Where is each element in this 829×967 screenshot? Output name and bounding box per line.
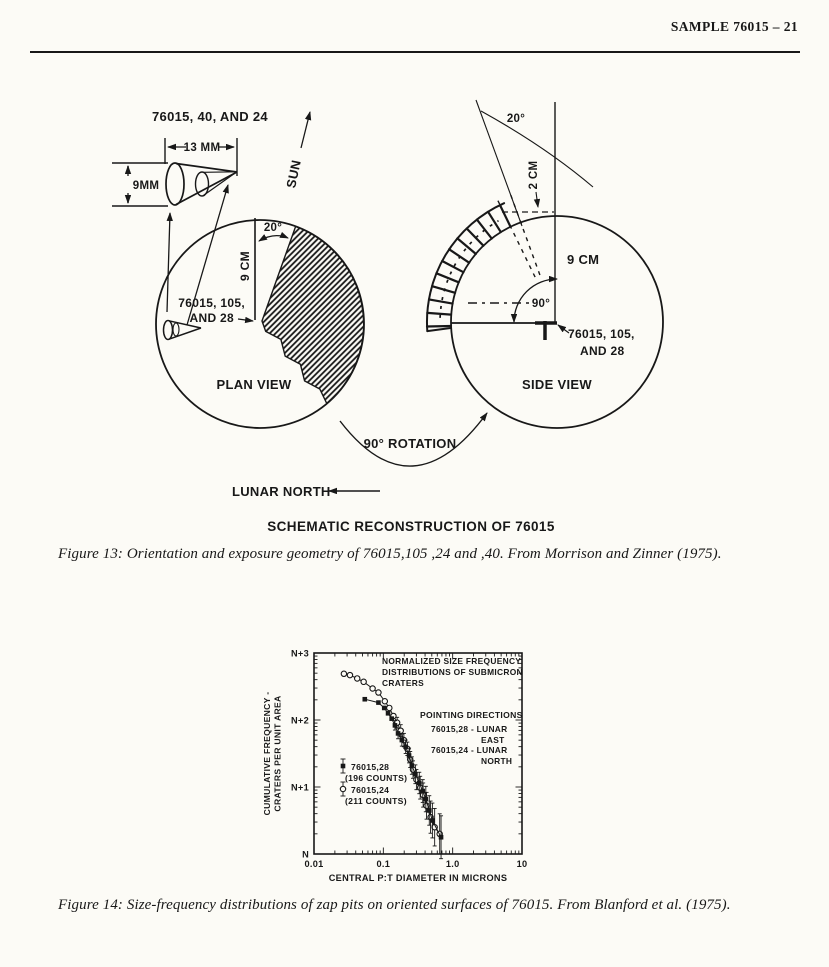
cone-samples-label: 76015, 40, AND 24: [152, 109, 268, 124]
legend-series-name: 76015,24: [351, 785, 390, 795]
chart-title-line: CRATERS: [382, 678, 424, 688]
fan-flap-line: [427, 328, 450, 331]
legend-series-counts: (196 COUNTS): [345, 773, 408, 783]
chart-title-line: NORMALIZED SIZE FREQUENCY: [382, 656, 522, 666]
annotation-title: POINTING DIRECTIONS: [420, 710, 523, 720]
side-tilt-label: 20°: [506, 113, 526, 125]
figure14-chart: [250, 628, 572, 896]
chart-legend: [340, 759, 407, 806]
figure13-caption: Figure 13: Orientation and exposure geometry of 76015,105 ,24 and ,40. From Morrison and Zinner (1975).: [58, 546, 722, 562]
sun-indicator: [283, 112, 310, 189]
plan-view-label: PLAN VIEW: [216, 377, 292, 392]
figure13-schematic: [0, 90, 829, 518]
sun-arrow: [301, 112, 310, 148]
x-tick-label: 0.1: [376, 859, 391, 869]
x-axis-title: CENTRAL P:T DIAMETER IN MICRONS: [328, 873, 508, 883]
y-axis-title: CRATERS PER UNIT AREA: [272, 695, 283, 812]
enlarged-cone-drawing: [112, 109, 268, 325]
page-header: SAMPLE 76015 – 21: [670, 19, 798, 34]
side-offset-label: 2 CM: [528, 160, 540, 190]
annotation-entry: NORTH: [481, 756, 513, 766]
x-tick-label: 1.0: [445, 859, 460, 869]
x-tick-label: 0.01: [304, 859, 324, 869]
side-center-label-2: AND 28: [580, 344, 625, 358]
plan-center-arrow: [238, 319, 253, 321]
plan-angle-label: 20°: [263, 222, 283, 234]
side-radius-label: 9 CM: [567, 252, 600, 267]
side-view-group: [427, 100, 663, 428]
chart-title-line: DISTRIBUTIONS OF SUBMICRON: [382, 667, 523, 677]
figure14-caption: Figure 14: Size-frequency distributions of zap pits on oriented surfaces of 76015. From Blanford et al. (1975).: [58, 897, 731, 913]
y-tick-label: N+2: [290, 715, 309, 726]
lunar-north-label: LUNAR NORTH: [232, 484, 331, 499]
side-offset-arrow: [536, 192, 538, 207]
rotation-annotation: [340, 413, 487, 466]
dim-13mm-label: 13 MM: [183, 142, 221, 154]
side-view-label: SIDE VIEW: [522, 377, 592, 392]
legend-series-name: 76015,28: [351, 762, 390, 772]
lunar-north-indicator: [232, 484, 380, 499]
pointing-directions: [420, 710, 523, 766]
plan-center-label-1: 76015, 105,: [178, 296, 245, 310]
legend-series-counts: (211 COUNTS): [345, 796, 407, 806]
header-rule: [30, 51, 800, 53]
schematic-title: SCHEMATIC RECONSTRUCTION OF 76015: [267, 519, 555, 534]
y-axis-title: CUMULATIVE FREQUENCY -: [262, 691, 272, 816]
y-tick-label: N+3: [290, 648, 309, 659]
leader-arrow-left: [167, 213, 170, 312]
plan-radius-label: 9 CM: [238, 251, 252, 281]
sun-label: SUN: [283, 158, 304, 190]
annotation-entry: EAST: [481, 735, 505, 745]
annotation-entry: 76015,28 - LUNAR: [431, 724, 508, 734]
annotation-entry: 76015,24 - LUNAR: [431, 745, 508, 755]
plan-center-label-2: AND 28: [189, 311, 234, 325]
side-center-label-1: 76015, 105,: [568, 327, 635, 341]
plan-angle-arc: [259, 236, 288, 241]
side-angle-label: 90°: [531, 298, 551, 310]
rotation-label: 90° ROTATION: [363, 436, 457, 451]
y-tick-label: N: [302, 849, 309, 860]
y-tick-label: N+1: [290, 782, 309, 793]
x-tick-label: 10: [516, 859, 528, 869]
dim-9mm-label: 9MM: [132, 180, 160, 192]
chart-title: [382, 656, 523, 688]
